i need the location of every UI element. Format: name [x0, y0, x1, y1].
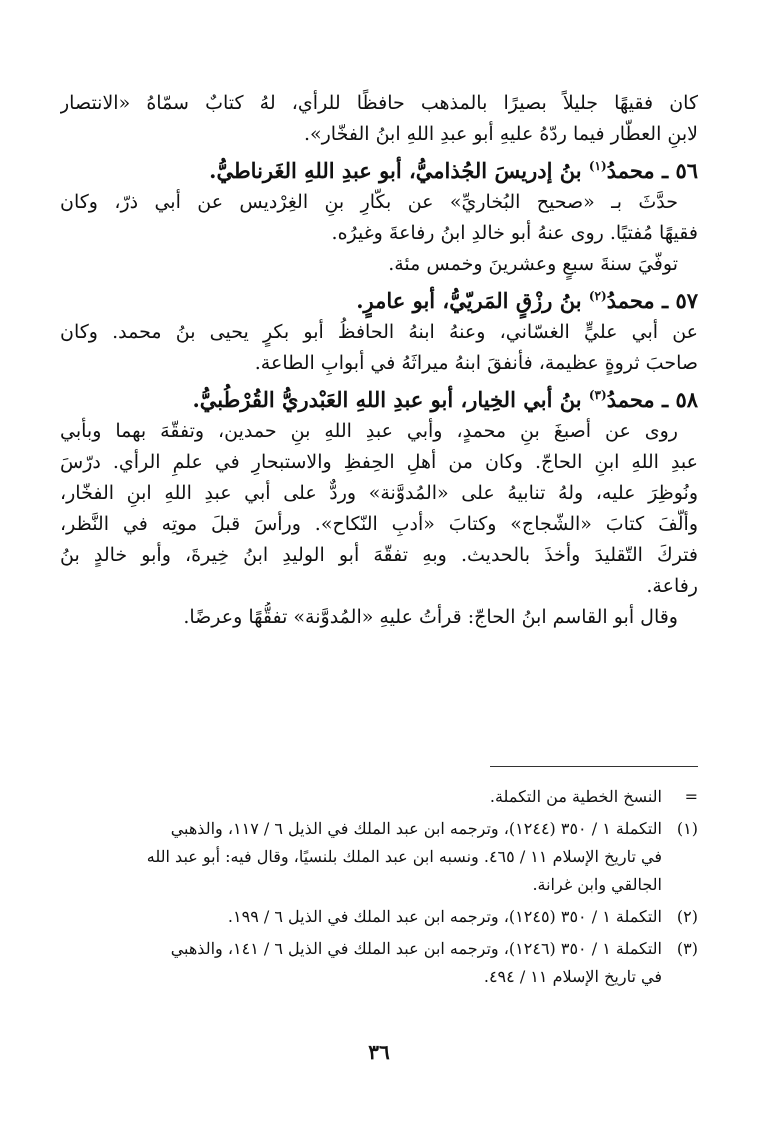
main-text	[60, 88, 698, 633]
entry-name: محمدُ	[606, 387, 655, 412]
footnotes	[60, 783, 698, 991]
text-line: روى عن أصبغَ بنِ محمدٍ، وأبي عبدِ اللهِ بنِ حمدين، وتفقّهَ بهما وبأبي	[60, 420, 678, 442]
text-line: كان فقيهًا جليلاً بصيرًا بالمذهب حافظًا للرأي، لهُ كتابٌ سمّاهُ «الانتصار	[60, 92, 698, 114]
entry-heading-58	[60, 379, 698, 416]
text-line: عبدِ اللهِ ابنِ الحاجّ. وكان من أهلِ الحِفظِ والاستبحارِ في علمِ الرأي. درّسَ	[60, 451, 698, 473]
footnote-text: التكملة ١ / ٣٥٠ (١٢٤٦)، وترجمه ابن عبد الملك في الذيل ٦ / ١٤١، والذهبي	[170, 939, 662, 958]
entry-number: ٥٨ ـ	[661, 387, 698, 412]
footnote-ref: (٣)	[588, 388, 607, 402]
footnote-1-cont	[60, 843, 698, 871]
entry-name-rest: بنُ أبي الخِيار، أبو عبدِ اللهِ العَبْدريُّ القُرْطُبيُّ.	[192, 387, 582, 412]
footnote-ref: (٢)	[588, 289, 607, 303]
footnote-marker: =	[684, 787, 698, 806]
text-line: صاحبَ ثروةٍ عظيمة، فأنفقَ ابنهُ ميراثَهُ في أبوابِ الطاعة.	[254, 352, 698, 374]
footnote-separator	[490, 766, 698, 767]
page-number: ٣٦	[368, 1040, 390, 1064]
footnote-text: في تاريخ الإسلام ١١ / ٤٩٤.	[483, 967, 662, 986]
footnote-text: التكملة ١ / ٣٥٠ (١٢٤٤)، وترجمه ابن عبد الملك في الذيل ٦ / ١١٧، والذهبي	[170, 819, 662, 838]
footnote-marker: (٢)	[676, 907, 698, 926]
footnote-text: في تاريخ الإسلام ١١ / ٤٦٥. ونسبه ابن عبد الملك بلنسيًا، وقال فيه: أبو عبد الله	[146, 847, 662, 866]
text-line: حدَّثَ بـ «صحيح البُخاريِّ» عن بكّارِ بنِ الغِرْديس عن أبي ذرّ، وكان	[60, 191, 678, 213]
entry-name-rest: بنُ إدريسَ الجُذاميُّ، أبو عبدِ اللهِ الغَرناطيُّ.	[209, 158, 582, 183]
footnote-text: النسخ الخطية من التكملة.	[489, 787, 662, 806]
footnote-ref: (١)	[588, 159, 607, 173]
text-line: عن أبي عليٍّ الغسّاني، وعنهُ ابنهُ الحافظُ أبو بكرٍ يحيى بنُ محمد. وكان	[60, 321, 698, 343]
text-line: رفاعة.	[646, 575, 698, 597]
entry-number: ٥٦ ـ	[661, 158, 698, 183]
entry-name: محمدُ	[606, 288, 655, 313]
entry-name-rest: بنُ رزْقٍ المَريّيُّ، أبو عامرٍ.	[356, 288, 582, 313]
entry-heading-56	[60, 150, 698, 187]
text-line: فقيهًا مُفتيًا. روى عنهُ أبو خالدِ ابنُ رفاعةَ وغيرُه.	[331, 222, 698, 244]
text-line: فتركَ التّقليدَ وأخذَ بالحديث. وبهِ تفقّهَ أبو الوليدِ ابنُ خِيرةَ، وأبو خالدٍ بنُ	[60, 544, 698, 566]
footnote-1	[60, 815, 698, 843]
footnote-text: الجالقي وابن غرانة.	[532, 875, 662, 894]
text-line: ونُوظِرَ عليه، ولهُ تنابيهُ على «المُدوَّنة» وردٌّ على أبي عبدِ اللهِ ابنِ الفخّار،	[60, 482, 698, 504]
entry-number: ٥٧ ـ	[661, 288, 698, 313]
footnote-2	[60, 903, 698, 931]
entry-heading-57	[60, 280, 698, 317]
footnote-marker: (٣)	[676, 939, 698, 958]
text-line: توفّيَ سنةَ سبعٍ وعشرينَ وخمس مئة.	[388, 253, 678, 275]
text-line: لابنِ العطّار فيما ردّهُ عليهِ أبو عبدِ اللهِ ابنُ الفخّار».	[303, 123, 698, 145]
footnote-3	[60, 935, 698, 963]
entry-name: محمدُ	[606, 158, 655, 183]
text-line: وألَّفَ كتابَ «الشّجاج» وكتابَ «أدبِ النّكاح». ورأسَ قبلَ موتِه في النَّظر،	[60, 513, 698, 535]
footnote-1-cont	[60, 871, 698, 899]
footnote-text: التكملة ١ / ٣٥٠ (١٢٤٥)، وترجمه ابن عبد الملك في الذيل ٦ / ١٩٩.	[227, 907, 662, 926]
footnote-continuation	[60, 783, 698, 811]
footnote-3-cont	[60, 963, 698, 991]
text-line: وقال أبو القاسم ابنُ الحاجّ: قرأتُ عليهِ «المُدوَّنة» تفقُّهًا وعرضًا.	[183, 606, 678, 628]
footnote-marker: (١)	[676, 819, 698, 838]
